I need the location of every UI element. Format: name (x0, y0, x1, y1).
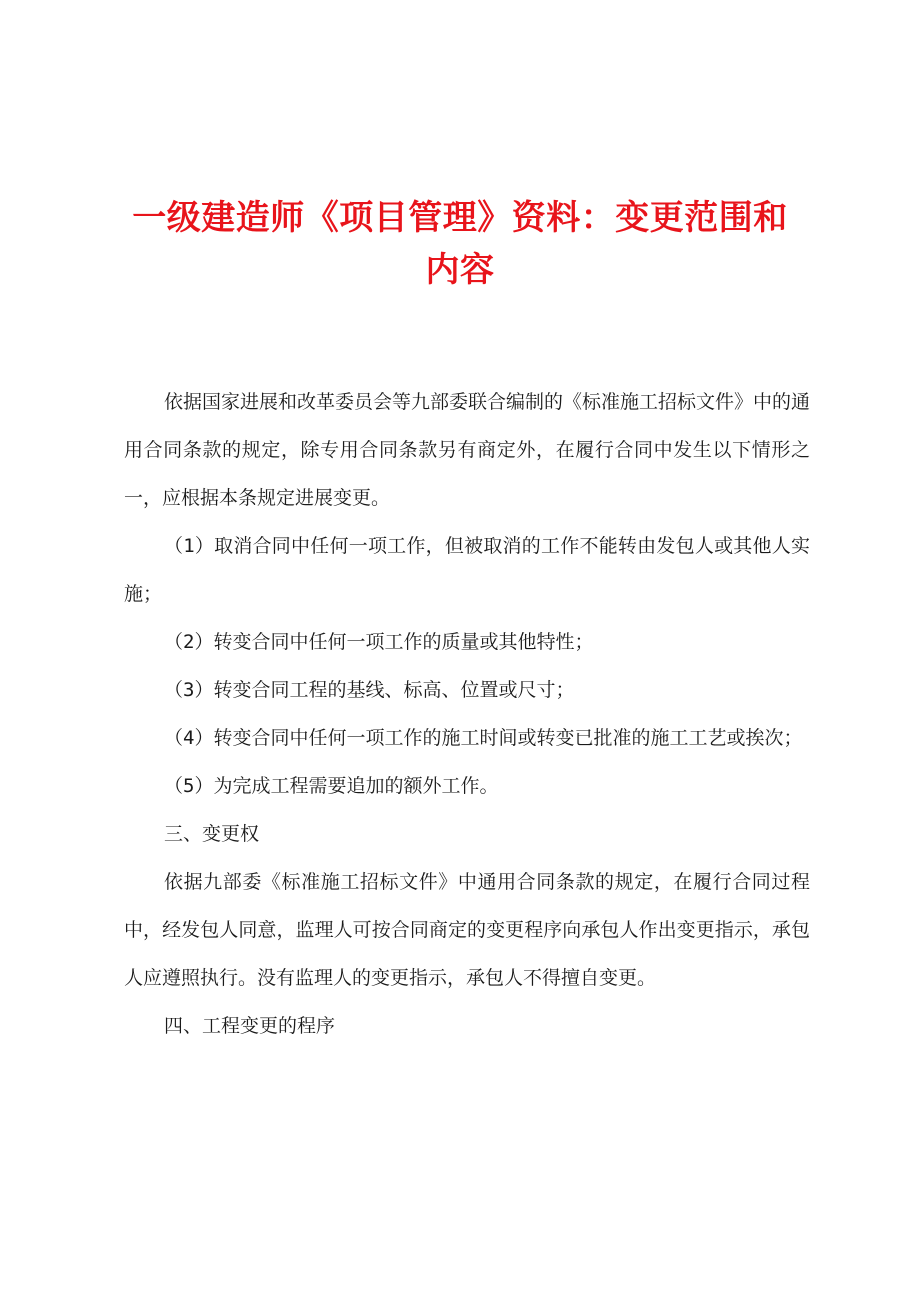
section-heading-change-procedure: 四、工程变更的程序 (164, 1015, 336, 1037)
list-item-5: （5）为完成工程需要追加的额外工作。 (164, 775, 499, 797)
change-right-paragraph: 依据九部委《标准施工招标文件》中通用合同条款的规定，在履行合同过程中，经发包人同意，监理人可按合同商定的变更程序向承包人作出变更指示，承包人应遵照执行。没有监理人的变更指示，承包人不得擅自变更。 (124, 871, 810, 989)
document-title: 一级建造师《项目管理》资料：变更范围和内容 (132, 198, 788, 290)
intro-paragraph: 依据国家进展和改革委员会等九部委联合编制的《标准施工招标文件》中的通用合同条款的规定，除专用合同条款另有商定外，在履行合同中发生以下情形之一，应根据本条规定进展变更。 (124, 391, 811, 509)
list-item-1: （1）取消合同中任何一项工作，但被取消的工作不能转由发包人或其他人实施； (124, 535, 810, 605)
document-body (124, 378, 810, 1050)
list-item-2: （2）转变合同中任何一项工作的质量或其他特性； (164, 631, 594, 653)
list-item-4: （4）转变合同中任何一项工作的施工时间或转变已批准的施工工艺或挨次； (164, 727, 803, 749)
list-item-3: （3）转变合同工程的基线、标高、位置或尺寸； (164, 679, 575, 701)
section-heading-change-right: 三、变更权 (164, 823, 260, 845)
